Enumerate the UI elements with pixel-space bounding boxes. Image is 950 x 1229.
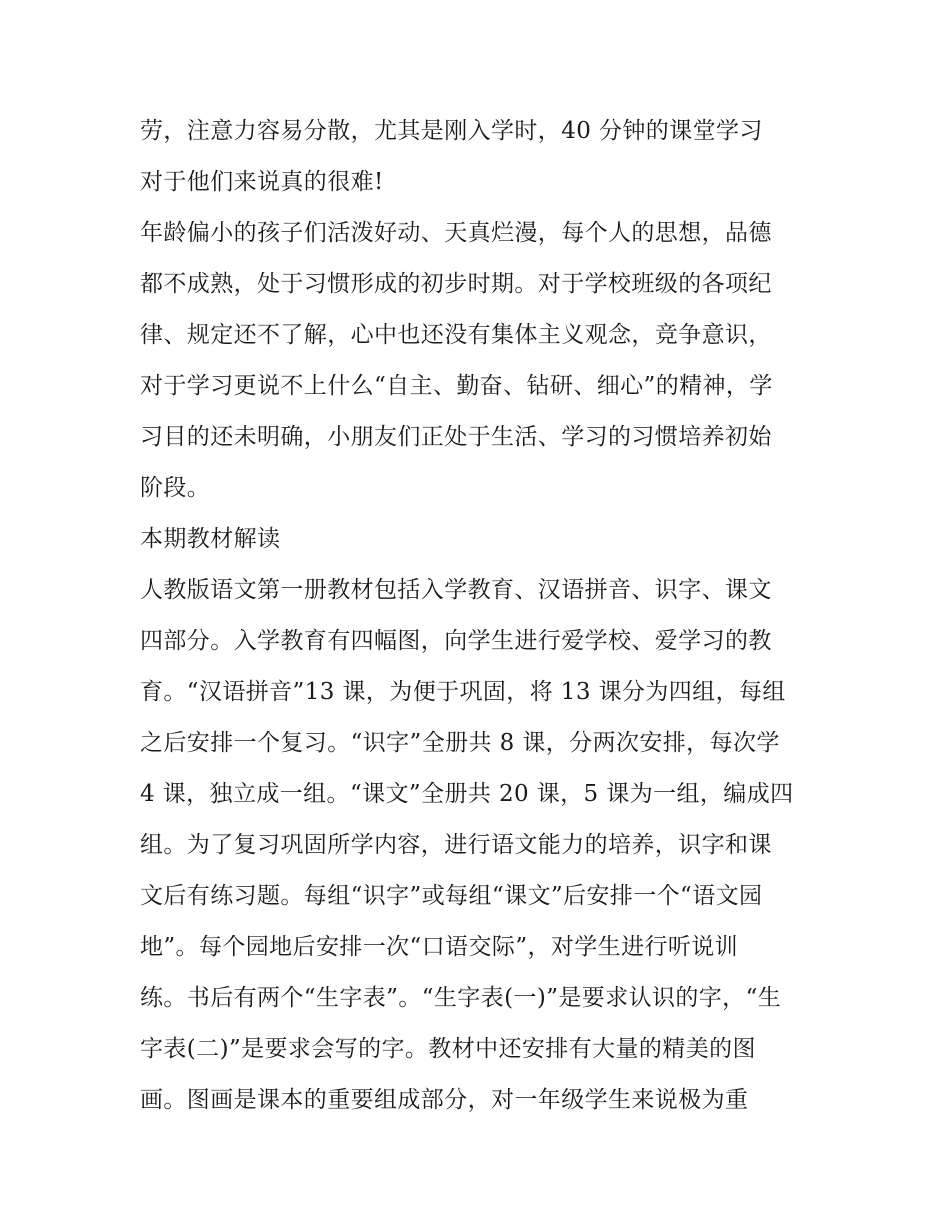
- text-line: 都不成熟，处于习惯形成的初步时期。对于学校班级的各项纪: [140, 271, 772, 297]
- text-line: 对于他们来说真的很难!: [140, 169, 384, 195]
- section-heading: 本期教材解读: [140, 526, 281, 552]
- text-line: 人教版语文第一册教材包括入学教育、汉语拼音、识字、课文: [140, 577, 772, 603]
- document-body: [140, 109, 820, 1129]
- text-line: 练。书后有两个“生字表”。“生字表(一)”是要求认识的字，“生: [140, 985, 782, 1011]
- text-line: 阶段。: [140, 475, 211, 501]
- text-line: 4 课，独立成一组。“课文”全册共 20 课，5 课为一组，编成四: [140, 781, 794, 807]
- text-line: 律、规定还不了解，心中也还没有集体主义观念，竞争意识，: [140, 322, 772, 348]
- text-line: 四部分。入学教育有四幅图，向学生进行爱学校、爱学习的教: [140, 628, 772, 654]
- text-line: 劳，注意力容易分散，尤其是刚入学时，40 分钟的课堂学习: [140, 118, 763, 144]
- text-line: 年龄偏小的孩子们活泼好动、天真烂漫，每个人的思想，品德: [140, 220, 772, 246]
- text-line: 对于学习更说不上什么“自主、勤奋、钻研、细心”的精神，学: [140, 373, 773, 399]
- text-line: 地”。每个园地后安排一次“口语交际”，对学生进行听说训: [140, 934, 739, 960]
- text-line: 字表(二)”是要求会写的字。教材中还安排有大量的精美的图: [140, 1036, 756, 1062]
- text-line: 习目的还未明确，小朋友们正处于生活、学习的习惯培养初始: [140, 424, 772, 450]
- text-line: 育。“汉语拼音”13 课，为便于巩固，将 13 课分为四组，每组: [140, 679, 786, 705]
- text-line: 之后安排一个复习。“识字”全册共 8 课，分两次安排，每次学: [140, 730, 780, 756]
- text-line: 文后有练习题。每组“识字”或每组“课文”后安排一个“语文园: [140, 883, 763, 909]
- text-line: 画。图画是课本的重要组成部分，对一年级学生来说极为重: [140, 1087, 749, 1113]
- text-line: 组。为了复习巩固所学内容，进行语文能力的培养，识字和课: [140, 832, 772, 858]
